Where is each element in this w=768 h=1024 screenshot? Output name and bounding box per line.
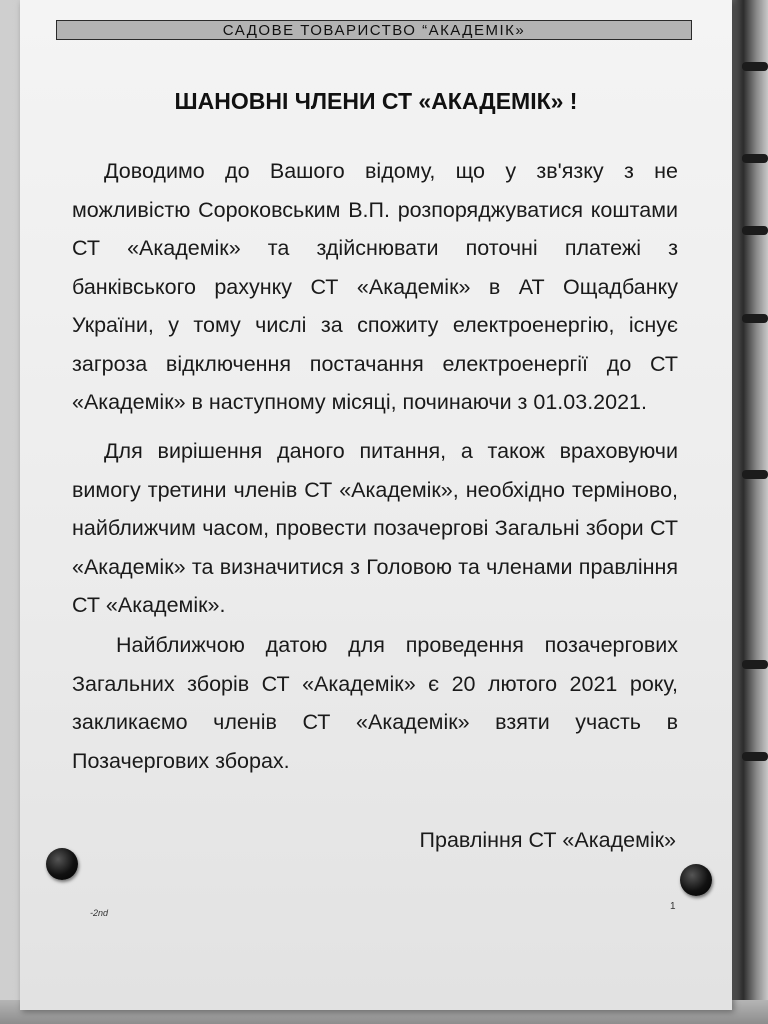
footer-note: -2nd — [90, 908, 109, 918]
page-number: 1 — [670, 901, 676, 912]
board-mark — [742, 752, 768, 761]
paragraph-power-cutoff: Доводимо до Вашого відому, що у зв'язку з не можливістю Сороковським В.П. розпоряджуватися коштами СТ «Академік» та здійснювати поточні платежі з банківського рахунку СТ «Академік» в АТ Ощадбанку України, у тому числі за спожиту електроенергію, існує загроза відключення постачання електроенергії до СТ «Академік» в наступному місяці, починаючи з 01.03.2021. — [72, 159, 678, 414]
organization-header-bar — [56, 20, 692, 40]
board-mark — [742, 226, 768, 235]
board-mark — [742, 314, 768, 323]
board-mark — [742, 470, 768, 479]
board-mark — [742, 62, 768, 71]
signature: Правління СТ «Академік» — [419, 828, 676, 852]
push-pin-icon — [680, 864, 712, 896]
paragraph-general-meeting: Для вирішення даного питання, а також враховуючи вимогу третини членів СТ «Академік», необхідно терміново, найближчим часом, провести позачергові Загальні збори СТ «Академік» та визначитися з Головою та членами правління СТ «Академік». — [72, 439, 678, 617]
notice-title: ШАНОВНІ ЧЛЕНИ СТ «АКАДЕМІК» ! — [174, 88, 578, 114]
push-pin-icon — [46, 848, 78, 880]
notice-sheet — [20, 0, 732, 1010]
board-mark — [742, 660, 768, 669]
paragraph-meeting-date: Найближчою датою для проведення позачергових Загальних зборів СТ «Академік» є 20 лютого 2021 року, закликаємо членів СТ «Академік» взяти участь в Позачергових зборах. — [72, 633, 678, 773]
board-mark — [742, 154, 768, 163]
organization-name: САДОВЕ ТОВАРИСТВО “АКАДЕМІК» — [222, 21, 526, 39]
